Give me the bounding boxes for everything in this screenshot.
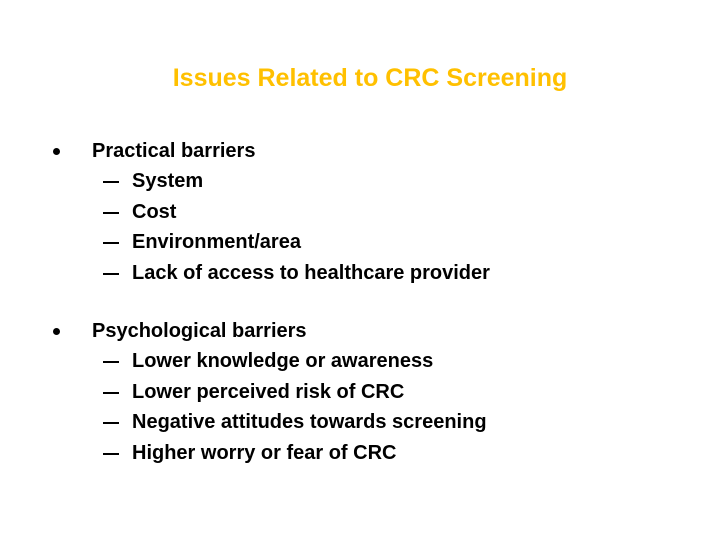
dash-icon xyxy=(103,273,119,275)
bullet-dot-icon xyxy=(53,328,60,335)
dash-icon xyxy=(103,453,119,455)
sub-bullet-text: Higher worry or fear of CRC xyxy=(132,441,397,464)
bullet-heading: Practical barriers xyxy=(92,140,256,162)
dash-icon xyxy=(103,361,119,363)
sub-bullet-text: Lower knowledge or awareness xyxy=(132,350,434,372)
dash-icon xyxy=(103,242,119,244)
sub-bullet-text: Lack of access to healthcare provider xyxy=(132,261,490,284)
sub-bullet-text: Cost xyxy=(132,200,177,223)
dash-icon xyxy=(103,181,119,183)
slide-title: Issues Related to CRC Screening xyxy=(172,64,568,92)
sub-bullet-text: Negative attitudes towards screening xyxy=(132,411,487,433)
sub-bullet-text: Lower perceived risk of CRC xyxy=(132,380,405,403)
bullet-heading: Psychological barriers xyxy=(92,320,307,342)
bullet-dot-icon xyxy=(53,148,60,155)
dash-icon xyxy=(103,212,119,214)
dash-icon xyxy=(103,392,119,394)
dash-icon xyxy=(103,422,119,424)
sub-bullet-text: Environment/area xyxy=(132,231,301,253)
sub-bullet-text: System xyxy=(132,170,204,192)
